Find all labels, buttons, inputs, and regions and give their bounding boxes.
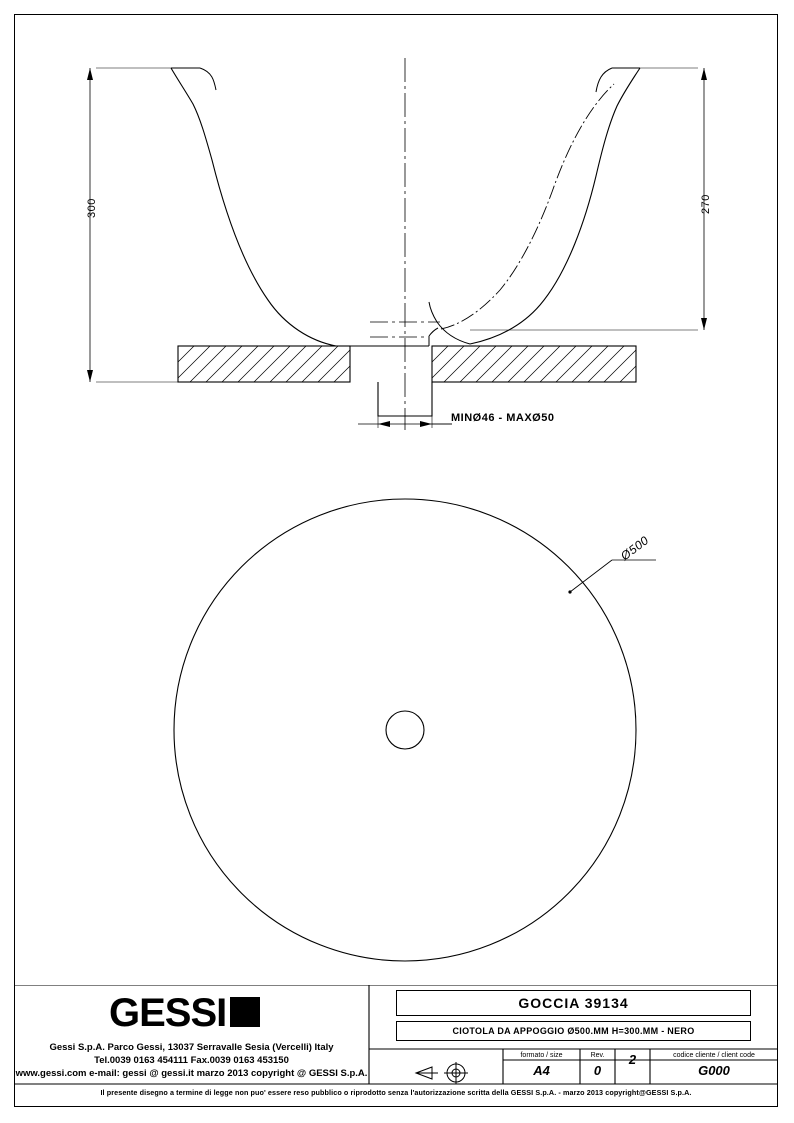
company-address bbox=[14, 1041, 369, 1080]
product-block bbox=[369, 985, 778, 1084]
dimension-height-total: 300 bbox=[86, 198, 98, 218]
spec-cell-format bbox=[503, 1049, 580, 1084]
company-address-line-1: Gessi S.p.A. Parco Gessi, 13037 Serravalle Sesia (Vercelli) Italy bbox=[49, 1042, 334, 1053]
dimension-diameter-note: Ø500 bbox=[618, 533, 652, 564]
legal-note: Il presente disegno a termine di legge non puo' essere reso pubblico o riprodotto senza l'autorizzazione scritta della GESSI S.p.A. - marzo 2013 copyright@GESSI S.p.A. bbox=[100, 1088, 692, 1097]
logo-square-icon bbox=[230, 997, 260, 1027]
spec-value-client-code: G000 bbox=[698, 1063, 730, 1078]
spec-value-sheet: 2 bbox=[628, 1052, 637, 1067]
spec-cell-sheet bbox=[615, 1049, 650, 1084]
company-address-line-2: Tel.0039 0163 454111 Fax.0039 0163 453150 bbox=[94, 1055, 289, 1066]
dimension-hole-note: MINØ46 - MAXØ50 bbox=[451, 412, 555, 424]
product-title: GOCCIA 39134 bbox=[396, 990, 751, 1016]
company-block bbox=[14, 985, 369, 1084]
spec-cells bbox=[369, 1049, 778, 1084]
logo-text: GESSI bbox=[109, 991, 227, 1035]
company-address-line-3: www.gessi.com e-mail: gessi @ gessi.it marzo 2013 copyright @ GESSI S.p.A. bbox=[15, 1068, 368, 1079]
spec-cell-client-code bbox=[650, 1049, 778, 1084]
gessi-logo bbox=[109, 993, 260, 1033]
spec-header-client-code: codice cliente / client code bbox=[673, 1052, 755, 1059]
dimension-height-bowl: 270 bbox=[700, 194, 712, 214]
spec-header-format: formato / size bbox=[520, 1052, 563, 1059]
product-description: CIOTOLA DA APPOGGIO Ø500.MM H=300.MM - NERO bbox=[396, 1021, 751, 1041]
title-block bbox=[14, 985, 778, 1107]
spec-value-rev: 0 bbox=[593, 1063, 602, 1078]
spec-value-format: A4 bbox=[533, 1063, 550, 1078]
spec-cell-rev bbox=[580, 1049, 615, 1084]
spec-header-rev: Rev. bbox=[590, 1052, 605, 1059]
